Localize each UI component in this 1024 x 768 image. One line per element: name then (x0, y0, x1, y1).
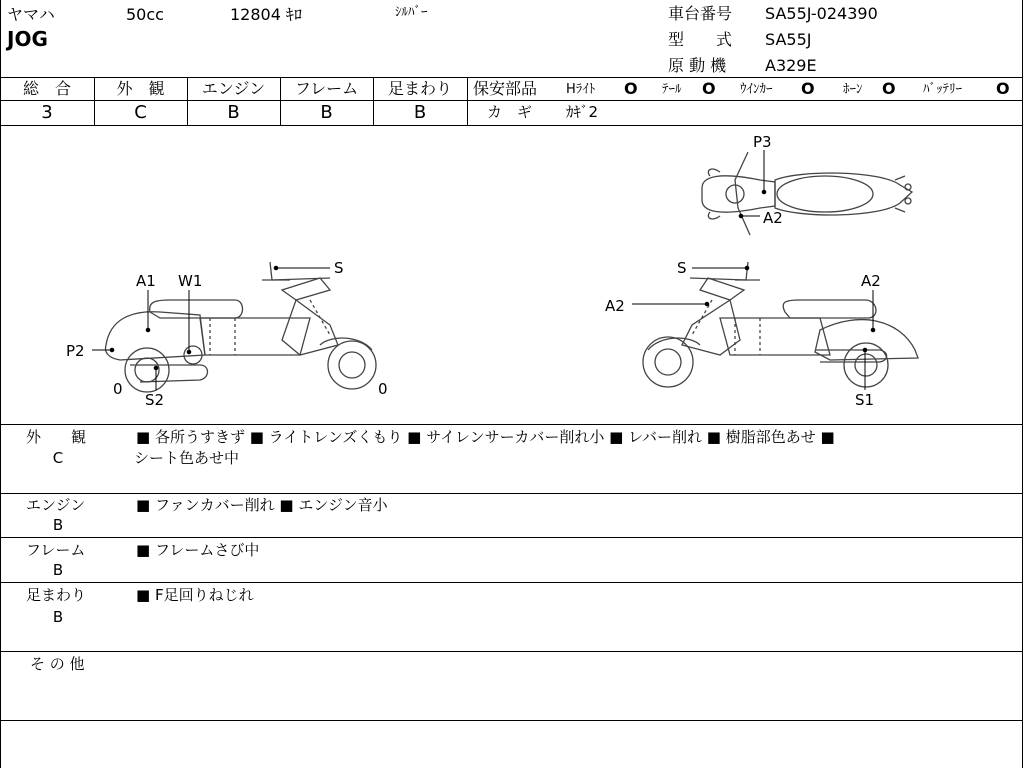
grade-value-total: 3 (41, 102, 53, 123)
grade-header-total: 総 合 (22, 79, 71, 98)
detail-items-frame: ■ フレームさび中 (136, 541, 260, 559)
label-w1: W1 (178, 272, 203, 290)
label-s-left: S (334, 259, 344, 277)
chassis-label: 車台番号 (668, 4, 733, 23)
safety-tail: ﾃｰﾙ (662, 82, 682, 97)
detail-items-exterior-line2: シート色あせ中 (134, 449, 240, 467)
detail-grade-suspension: B (52, 608, 64, 626)
detail-items-exterior: ■ 各所うすきず ■ ライトレンズくもり ■ サイレンサーカバー削れ小 ■ レバー削れ ■ 樹脂部色あせ ■ (136, 428, 835, 446)
detail-label-exterior: 外 観 (26, 428, 87, 446)
maker: ヤマハ (7, 5, 55, 24)
label-rear-tire-left: 0 (378, 380, 388, 398)
safety-headlight: Hﾗｲﾄ (566, 82, 596, 97)
detail-label-engine: エンジン (26, 496, 86, 514)
key-label: カ ギ (487, 103, 533, 121)
key-value: ｶｷﾞ2 (566, 103, 599, 121)
displacement: 50cc (126, 5, 164, 24)
label-p2: P2 (66, 342, 85, 360)
safety-winker: ｳｲﾝｶｰ (740, 82, 773, 97)
detail-items-engine: ■ ファンカバー削れ ■ エンジン音小 (136, 496, 388, 514)
label-a2-rear: A2 (861, 272, 881, 290)
grade-value-suspension: B (413, 102, 427, 123)
label-front-tire-left: 0 (113, 380, 123, 398)
label-s-right: S (677, 259, 687, 277)
safety-tail-mark: O (702, 79, 716, 98)
grade-header-engine: エンジン (201, 79, 266, 98)
label-s1: S1 (855, 391, 875, 409)
detail-grade-frame: B (52, 561, 64, 579)
grade-header-exterior: 外 観 (116, 79, 165, 98)
mileage: 12804 ｷﾛ (230, 5, 302, 24)
type-value: SA55J (765, 30, 812, 49)
label-a2-front: A2 (605, 297, 625, 315)
body-color: ｼﾙﾊﾞｰ (395, 5, 428, 20)
label-a2-top: A2 (763, 209, 783, 227)
safety-horn-mark: O (882, 79, 896, 98)
safety-label: 保安部品 (473, 79, 538, 98)
top-view-scooter (702, 152, 912, 235)
label-a1: A1 (136, 272, 156, 290)
safety-battery-mark: O (996, 79, 1010, 98)
detail-label-other: そ の 他 (30, 655, 85, 673)
safety-headlight-mark: O (624, 79, 638, 98)
safety-winker-mark: O (801, 79, 815, 98)
type-label: 型 式 (668, 30, 733, 49)
chassis-value: SA55J-024390 (765, 4, 878, 23)
engine-label: 原 動 機 (668, 56, 727, 75)
grade-value-exterior: C (134, 102, 147, 123)
grade-value-engine: B (227, 102, 240, 123)
grade-value-frame: B (320, 102, 333, 123)
detail-grade-engine: B (52, 516, 64, 534)
label-s2: S2 (145, 391, 165, 409)
detail-grade-exterior: C (52, 449, 64, 467)
detail-label-frame: フレーム (26, 541, 86, 559)
label-p3: P3 (753, 133, 772, 151)
detail-items-suspension: ■ F足回りねじれ (136, 586, 254, 604)
model-name: JOG (7, 27, 48, 51)
safety-horn: ﾎｰﾝ (843, 82, 863, 97)
grade-header-suspension: 足まわり (387, 79, 452, 98)
engine-value: A329E (765, 56, 817, 75)
detail-label-suspension: 足まわり (26, 586, 87, 604)
safety-battery: ﾊﾞｯﾃﾘｰ (923, 82, 962, 97)
grade-header-frame: フレーム (294, 79, 359, 98)
